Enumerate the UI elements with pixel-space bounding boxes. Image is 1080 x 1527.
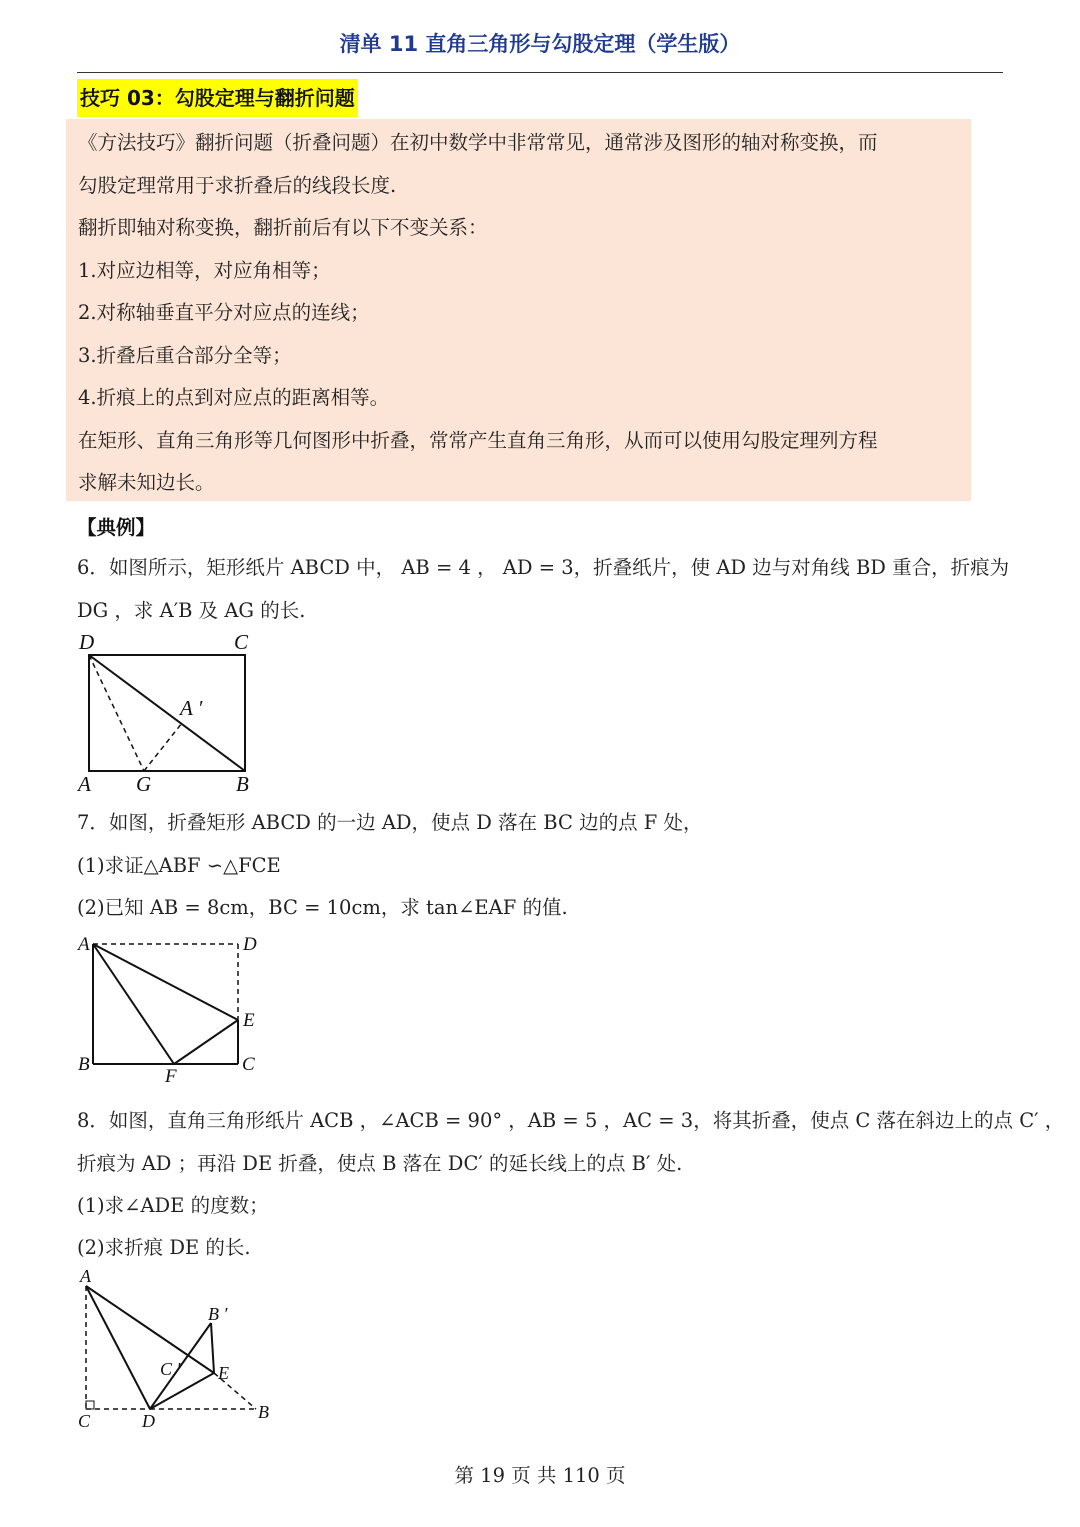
q8-label-c-prime: C ′ <box>160 1359 181 1379</box>
q6-label-a: A <box>78 772 91 796</box>
tip-line: 翻折即轴对称变换，翻折前后有以下不变关系： <box>78 216 488 239</box>
q7-label-a: A <box>78 934 90 955</box>
q7-text-line3: (2)已知 AB = 8cm，BC = 10cm，求 tan∠EAF 的值. <box>77 896 568 919</box>
q6-text-line2: DG ，求 A′B 及 AG 的长. <box>77 599 306 622</box>
q8-label-a: A <box>80 1266 91 1286</box>
tip-line: 求解未知边长。 <box>78 471 215 494</box>
tip-line: 2.对称轴垂直平分对应点的连线； <box>78 301 370 324</box>
q8-label-b: B <box>258 1402 269 1422</box>
q6-label-g: G <box>136 772 152 796</box>
q8-text-line1: 8．如图，直角三角形纸片 ACB ，∠ACB = 90° ，AB = 5 ，AC = 3，将其折叠，使点 C 落在斜边上的点 C′ ， <box>77 1109 1065 1132</box>
q8-text-line3: (1)求∠ADE 的度数； <box>77 1194 269 1217</box>
q8-label-c: C <box>78 1411 91 1431</box>
q6-label-b: B <box>236 772 249 796</box>
tip-line: 《方法技巧》翻折问题（折叠问题）在初中数学中非常常见，通常涉及图形的轴对称变换，而 <box>78 131 878 154</box>
q7-label-b: B <box>78 1054 90 1075</box>
tip-line: 1.对应边相等，对应角相等； <box>78 259 331 282</box>
tip-line: 3.折叠后重合部分全等； <box>78 344 292 367</box>
q8-text-line4: (2)求折痕 DE 的长. <box>77 1236 251 1259</box>
q6-label-d: D <box>79 630 95 654</box>
q8-label-b-prime: B ′ <box>208 1304 228 1324</box>
q8-text-line2: 折痕为 AD ；再沿 DE 折叠，使点 B 落在 DC′ 的延长线上的点 B′ 处. <box>77 1152 683 1175</box>
q7-label-e: E <box>243 1010 255 1031</box>
section-title: 技巧 03：勾股定理与翻折问题 <box>77 79 358 117</box>
q7-label-c: C <box>242 1054 255 1075</box>
q7-text-line2: (1)求证△ABF ∽△FCE <box>77 854 281 877</box>
page-header-title: 清单 11 直角三角形与勾股定理（学生版） <box>339 32 741 56</box>
q8-label-e: E <box>218 1363 229 1383</box>
q7-rectangle-figure <box>70 930 280 1088</box>
header-divider <box>77 72 1003 73</box>
tip-line: 4.折痕上的点到对应点的距离相等。 <box>78 386 390 409</box>
q6-rectangle-figure <box>70 625 270 800</box>
examples-heading: 【典例】 <box>77 516 156 539</box>
tip-line: 在矩形、直角三角形等几何图形中折叠，常常产生直角三角形，从而可以使用勾股定理列方程 <box>78 429 878 452</box>
q6-label-c: C <box>234 630 249 654</box>
page-number: 第 19 页 共 110 页 <box>454 1464 626 1487</box>
q7-text-line1: 7．如图，折叠矩形 ABCD 的一边 AD，使点 D 落在 BC 边的点 F 处， <box>77 811 703 834</box>
q8-label-d: D <box>142 1411 155 1431</box>
q7-label-f: F <box>165 1066 177 1087</box>
tip-line: 勾股定理常用于求折叠后的线段长度. <box>78 174 397 197</box>
q8-triangle-figure <box>70 1262 290 1434</box>
q7-label-d: D <box>243 934 257 955</box>
q6-label-a-prime: A ′ <box>180 696 203 720</box>
q6-text-line1: 6．如图所示，矩形纸片 ABCD 中， AB = 4 ， AD = 3，折叠纸片，使 AD 边与对角线 BD 重合，折痕为 <box>77 556 1010 579</box>
